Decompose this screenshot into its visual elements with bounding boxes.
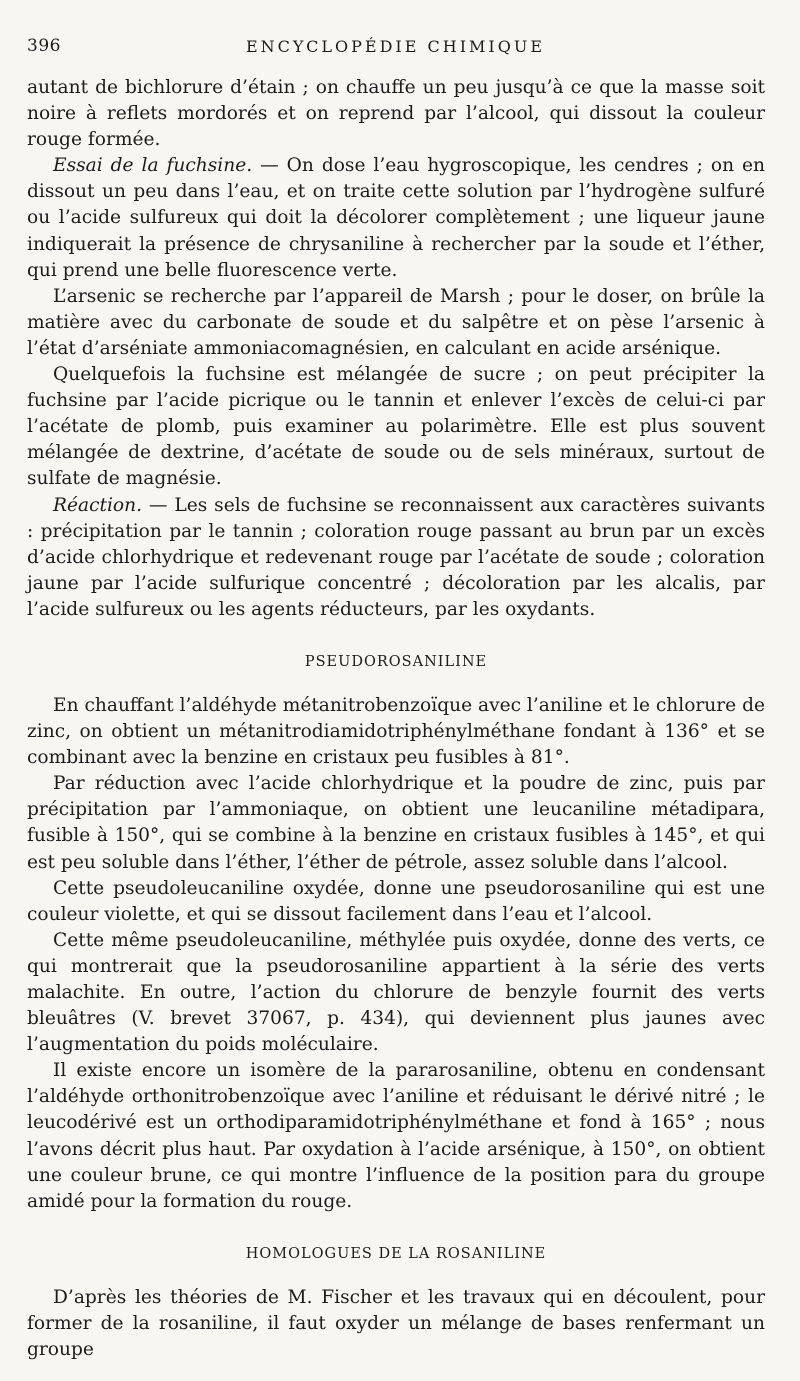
section-heading: PSEUDOROSANILINE	[304, 653, 488, 670]
running-title: ENCYCLOPÉDIE CHIMIQUE	[245, 37, 546, 56]
spacer	[27, 1267, 765, 1285]
paragraph: L’arsenic se recherche par l’appareil de Marsh ; pour le doser, on brûle la matière avec du carbonate de soude et du salpêtre et on pèse l’arsenic à l’état d’arséniate ammoniacomagnésien, en calculant en acide arsénique.	[27, 285, 765, 359]
paragraph: D’après les théories de M. Fischer et les travaux qui en découlent, pour former de la rosaniline, il faut oxyder un mélange de bases renfermant un groupe	[27, 1286, 765, 1361]
paragraph: autant de bichlorure d’étain ; on chauffe un peu jusqu’à ce que la masse soit noire à reflets mordorés et on reprend par l’alcool, qui dissout la couleur rouge formée.	[27, 77, 765, 151]
paragraph: Il existe encore un isomère de la pararosaniline, obtenu en condensant l’aldéhyde orthonitrobenzoïque avec l’aniline et réduisant le dérivé nitré ; le leucodérivé est un orthodiparamidotriphénylméthane et fond à 165° ; nous l’avons décrit plus haut. Par oxydation à l’acide arsénique, à 150°, on obtient une couleur brune, ce qui montre l’influence de la position para du groupe amidé pour la formation du rouge.	[27, 1060, 765, 1212]
paragraph-text: — On dose l’eau hygroscopique, les cendres ; on en dissout un peu dans l’eau, et on traite cette solution par l’hydrogène sulfuré ou l’acide sulfureux qui doit la décolorer complètement ; une liqueur jaune indiquerait la présence de chrysaniline à rechercher par la soude et l’éther, qui prend une belle fluorescence verte.	[27, 155, 766, 281]
paragraph: Par réduction avec l’acide chlorhydrique et la poudre de zinc, puis par précipitation par l’ammoniaque, on obtient une leucaniline métadipara, fusible à 150°, qui se combine à la benzine en cristaux fusibles à 145°, et qui est peu soluble dans l’éther, l’éther de pétrole, assez soluble dans l’alcool.	[27, 773, 765, 873]
page-number: 396	[27, 36, 61, 56]
page-body	[27, 75, 765, 1363]
paragraph-label: Essai de la fuchsine.	[53, 155, 253, 177]
paragraph: Cette pseudoleucaniline oxydée, donne une pseudorosaniline qui est une couleur violette, et qui se dissout facilement dans l’eau et l’alcool.	[27, 877, 765, 925]
paragraph-essai-fuchsine	[27, 153, 765, 283]
paragraph: En chauffant l’aldéhyde métanitrobenzoïque avec l’aniline et le chlorure de zinc, on obtient un métanitrodiamidotriphénylméthane fondant à 136° et se combinant avec la benzine en cristaux peu fusibles à 81°.	[27, 694, 765, 769]
spacer	[27, 1215, 765, 1241]
page-header	[27, 36, 764, 62]
paragraph-reaction	[27, 493, 765, 623]
spacer	[27, 675, 765, 693]
paragraph-label: Réaction.	[53, 494, 143, 516]
spacer	[27, 623, 765, 649]
paragraph-text: — Les sels de fuchsine se reconnaissent aux caractères suivants : précipitation par le tannin ; coloration rouge passant au brun par un excès d’acide chlorhydrique et redevenant rouge par l’acétate de soude ; coloration jaune par l’acide sulfurique concentré ; décoloration par les alcalis, par l’acide sulfureux ou les agents réducteurs, par les oxydants.	[27, 494, 765, 620]
section-heading: HOMOLOGUES DE LA ROSANILINE	[245, 1245, 547, 1262]
paragraph: Cette même pseudoleucaniline, méthylée puis oxydée, donne des verts, ce qui montrerait que la pseudorosaniline appartient à la série des verts malachite. En outre, l’action du chlorure de benzyle fournit des verts bleuâtres (V. brevet 37067, p. 434), qui deviennent plus jaunes avec l’augmentation du poids moléculaire.	[27, 929, 765, 1056]
paragraph: Quelquefois la fuchsine est mélangée de sucre ; on peut précipiter la fuchsine par l’acide picrique ou le tannin et enlever l’excès de celui-ci par l’acétate de plomb, puis examiner au polarimètre. Elle est plus souvent mélangée de dextrine, d’acétate de soude ou de sels minéraux, surtout de sulfate de magnésie.	[27, 364, 765, 490]
